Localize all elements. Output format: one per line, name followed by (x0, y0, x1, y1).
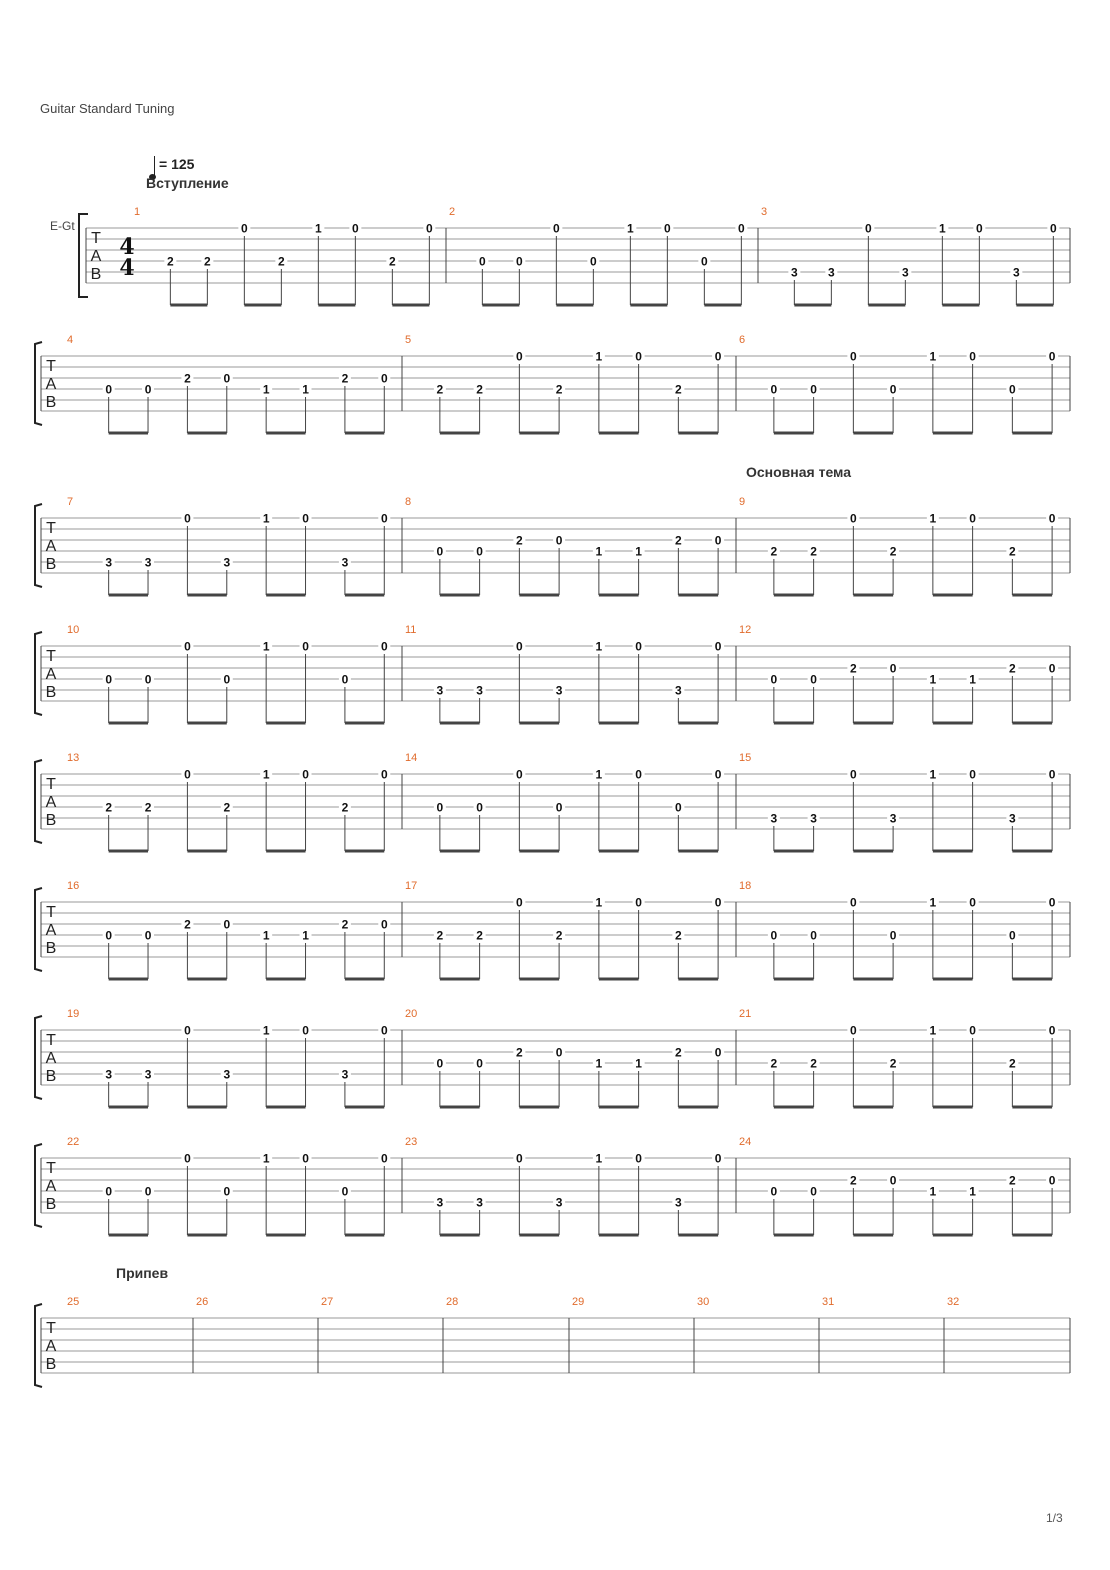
fret-number: 0 (380, 371, 388, 386)
fret-number: 0 (889, 928, 897, 943)
fret-number: 0 (302, 1151, 309, 1166)
measure-number: 13 (67, 752, 80, 764)
fret-number: 3 (223, 1067, 231, 1082)
fret-number: 0 (969, 767, 976, 782)
fret-number: 0 (1048, 349, 1056, 364)
fret-number: 0 (223, 371, 231, 386)
measure-number: 2 (449, 206, 456, 218)
fret-number: 0 (184, 511, 191, 526)
measure-number: 25 (67, 1296, 80, 1308)
fret-number: 0 (302, 767, 309, 782)
fret-number: 0 (635, 767, 642, 782)
fret-number: 0 (714, 895, 722, 910)
fret-number: 1 (595, 349, 603, 364)
fret-number: 2 (278, 254, 285, 269)
fret-number: 0 (436, 1056, 444, 1071)
fret-number: 1 (262, 382, 270, 397)
fret-number: 0 (426, 221, 433, 236)
tab-clef-t: T (91, 230, 101, 247)
fret-number: 2 (1009, 1056, 1016, 1071)
measure-number: 12 (739, 624, 752, 636)
fret-number: 1 (262, 1151, 270, 1166)
fret-number: 0 (675, 800, 682, 815)
fret-number: 0 (380, 639, 388, 654)
fret-number: 0 (976, 221, 983, 236)
fret-number: 2 (555, 928, 563, 943)
measure-number: 24 (739, 1136, 752, 1148)
fret-number: 3 (341, 1067, 349, 1082)
fret-number: 0 (341, 1184, 349, 1199)
fret-number: 3 (889, 811, 897, 826)
tab-clef-b: B (45, 1068, 57, 1085)
measure-number: 30 (697, 1296, 710, 1308)
measure-number: 5 (405, 334, 412, 346)
fret-number: 1 (262, 639, 270, 654)
tab-clef-t: T (46, 520, 56, 537)
fret-number: 2 (810, 544, 817, 559)
fret-number: 0 (810, 382, 817, 397)
tab-clef-t: T (46, 1320, 56, 1337)
fret-number: 1 (595, 544, 603, 559)
fret-number: 1 (627, 221, 634, 236)
fret-number: 0 (714, 1151, 722, 1166)
tab-clef-t: T (46, 358, 56, 375)
fret-number: 0 (714, 349, 722, 364)
fret-number: 0 (770, 928, 778, 943)
measure-number: 23 (405, 1136, 418, 1148)
fret-number: 0 (380, 1151, 388, 1166)
fret-number: 3 (436, 683, 444, 698)
fret-number: 0 (1009, 928, 1016, 943)
measure-number: 26 (196, 1296, 209, 1308)
fret-number: 0 (516, 254, 523, 269)
fret-number: 0 (850, 349, 857, 364)
tab-clef-a: A (45, 922, 57, 939)
tab-clef-a: A (45, 794, 57, 811)
fret-number: 0 (738, 221, 745, 236)
fret-number: 0 (144, 382, 152, 397)
fret-number: 0 (969, 511, 976, 526)
fret-number: 0 (1048, 1023, 1056, 1038)
fret-number: 0 (352, 221, 359, 236)
fret-number: 2 (1009, 544, 1016, 559)
fret-number: 0 (714, 533, 722, 548)
measure-number: 16 (67, 880, 80, 892)
tab-clef-a: A (45, 376, 57, 393)
fret-number: 0 (436, 544, 444, 559)
fret-number: 3 (555, 683, 563, 698)
fret-number: 2 (167, 254, 174, 269)
fret-number: 0 (380, 1023, 388, 1038)
fret-number: 3 (1013, 265, 1020, 280)
fret-number: 0 (714, 767, 722, 782)
tab-clef-t: T (46, 1160, 56, 1177)
fret-number: 2 (555, 382, 563, 397)
fret-number: 3 (105, 555, 112, 570)
fret-number: 3 (223, 555, 231, 570)
fret-number: 3 (476, 1195, 483, 1210)
fret-number: 0 (516, 767, 523, 782)
fret-number: 0 (969, 349, 976, 364)
tab-clef-b: B (45, 812, 57, 829)
fret-number: 0 (380, 767, 388, 782)
fret-number: 0 (105, 672, 112, 687)
fret-number: 0 (701, 254, 708, 269)
fret-number: 2 (184, 917, 191, 932)
fret-number: 1 (939, 221, 946, 236)
measure-number: 14 (405, 752, 418, 764)
tab-clef-t: T (46, 1032, 56, 1049)
fret-number: 1 (929, 672, 937, 687)
fret-number: 3 (144, 555, 152, 570)
fret-number: 2 (889, 1056, 897, 1071)
measure-number: 27 (321, 1296, 334, 1308)
measure-number: 3 (761, 206, 768, 218)
fret-number: 2 (675, 382, 682, 397)
measure-number: 28 (446, 1296, 459, 1308)
fret-number: 0 (1050, 221, 1057, 236)
measure-number: 22 (67, 1136, 80, 1148)
fret-number: 0 (555, 800, 563, 815)
fret-number: 0 (850, 511, 857, 526)
tab-clef-b: B (45, 556, 57, 573)
fret-number: 2 (810, 1056, 817, 1071)
fret-number: 0 (1048, 767, 1056, 782)
fret-number: 2 (1009, 661, 1016, 676)
fret-number: 0 (889, 661, 897, 676)
fret-number: 2 (436, 928, 444, 943)
fret-number: 0 (479, 254, 486, 269)
fret-number: 0 (184, 1151, 191, 1166)
tab-clef-a: A (90, 248, 102, 265)
track-name: E-Gt (50, 219, 75, 233)
fret-number: 0 (555, 533, 563, 548)
fret-number: 0 (436, 800, 444, 815)
fret-number: 3 (144, 1067, 152, 1082)
tab-clef-a: A (45, 1050, 57, 1067)
fret-number: 2 (341, 800, 349, 815)
fret-number: 0 (105, 1184, 112, 1199)
tab-clef-b: B (45, 1196, 57, 1213)
fret-number: 1 (929, 1023, 937, 1038)
fret-number: 0 (555, 1045, 563, 1060)
fret-number: 0 (889, 382, 897, 397)
fret-number: 2 (436, 382, 444, 397)
fret-number: 2 (850, 661, 857, 676)
fret-number: 0 (223, 917, 231, 932)
fret-number: 1 (315, 221, 322, 236)
fret-number: 3 (770, 811, 778, 826)
fret-number: 3 (810, 811, 817, 826)
fret-number: 0 (241, 221, 248, 236)
fret-number: 0 (105, 928, 112, 943)
fret-number: 0 (850, 767, 857, 782)
fret-number: 3 (105, 1067, 112, 1082)
fret-number: 3 (902, 265, 909, 280)
tab-clef-b: B (90, 266, 102, 283)
fret-number: 1 (929, 1184, 937, 1199)
tab-clef-b: B (45, 940, 57, 957)
measure-number: 31 (822, 1296, 835, 1308)
section-label-intro: Вступление (146, 175, 229, 191)
fret-number: 0 (850, 895, 857, 910)
fret-number: 3 (675, 683, 682, 698)
fret-number: 2 (341, 917, 349, 932)
fret-number: 1 (929, 349, 937, 364)
time-signature-bottom: 4 (119, 255, 135, 281)
fret-number: 0 (1009, 382, 1016, 397)
measure-number: 6 (739, 334, 746, 346)
fret-number: 0 (635, 349, 642, 364)
fret-number: 2 (389, 254, 396, 269)
fret-number: 1 (929, 895, 937, 910)
fret-number: 0 (1048, 895, 1056, 910)
fret-number: 2 (850, 1173, 857, 1188)
fret-number: 1 (302, 382, 309, 397)
fret-number: 0 (144, 928, 152, 943)
measure-number: 21 (739, 1008, 752, 1020)
fret-number: 2 (675, 1045, 682, 1060)
fret-number: 0 (664, 221, 671, 236)
fret-number: 0 (380, 917, 388, 932)
track-group-bracket (79, 214, 88, 297)
fret-number: 3 (476, 683, 483, 698)
fret-number: 2 (204, 254, 211, 269)
measure-number: 17 (405, 880, 418, 892)
fret-number: 0 (770, 672, 778, 687)
fret-number: 1 (595, 895, 603, 910)
fret-number: 0 (889, 1173, 897, 1188)
fret-number: 0 (1048, 511, 1056, 526)
measure-number: 4 (67, 334, 74, 346)
fret-number: 1 (595, 1151, 603, 1166)
tab-clef-t: T (46, 648, 56, 665)
fret-number: 2 (675, 533, 682, 548)
page-number: 1/3 (1046, 1511, 1063, 1525)
fret-number: 0 (1048, 1173, 1056, 1188)
fret-number: 0 (770, 1184, 778, 1199)
measure-number: 9 (739, 496, 746, 508)
fret-number: 1 (595, 639, 603, 654)
fret-number: 0 (105, 382, 112, 397)
fret-number: 3 (828, 265, 835, 280)
fret-number: 0 (810, 928, 817, 943)
fret-number: 2 (476, 382, 483, 397)
measure-number: 20 (405, 1008, 418, 1020)
fret-number: 0 (476, 544, 483, 559)
fret-number: 2 (1009, 1173, 1016, 1188)
fret-number: 0 (476, 1056, 483, 1071)
fret-number: 2 (105, 800, 112, 815)
section-label-chorus: Припев (116, 1265, 169, 1281)
fret-number: 0 (635, 639, 642, 654)
fret-number: 2 (675, 928, 682, 943)
fret-number: 1 (262, 511, 270, 526)
fret-number: 1 (302, 928, 309, 943)
fret-number: 0 (635, 1151, 642, 1166)
fret-number: 0 (553, 221, 560, 236)
measure-number: 8 (405, 496, 412, 508)
fret-number: 0 (969, 895, 976, 910)
tab-clef-a: A (45, 1178, 57, 1195)
fret-number: 0 (144, 672, 152, 687)
fret-number: 0 (1048, 661, 1056, 676)
fret-number: 0 (516, 895, 523, 910)
tab-clef-a: A (45, 666, 57, 683)
measure-number: 10 (67, 624, 80, 636)
fret-number: 1 (595, 1056, 603, 1071)
tuning-label: Guitar Standard Tuning (40, 101, 175, 116)
tab-clef-b: B (45, 394, 57, 411)
tab-clef-a: A (45, 1338, 57, 1355)
fret-number: 0 (516, 349, 523, 364)
section-label-main-theme: Основная тема (746, 464, 852, 480)
fret-number: 0 (635, 895, 642, 910)
fret-number: 0 (810, 672, 817, 687)
fret-number: 0 (302, 639, 309, 654)
fret-number: 0 (714, 639, 722, 654)
fret-number: 0 (302, 1023, 309, 1038)
fret-number: 0 (516, 1151, 523, 1166)
measure-number: 11 (405, 624, 417, 636)
fret-number: 3 (1009, 811, 1016, 826)
fret-number: 0 (223, 672, 231, 687)
measure-number: 32 (947, 1296, 960, 1308)
fret-number: 0 (184, 639, 191, 654)
fret-number: 2 (770, 1056, 778, 1071)
tab-clef-t: T (46, 776, 56, 793)
fret-number: 0 (223, 1184, 231, 1199)
fret-number: 1 (262, 767, 270, 782)
fret-number: 1 (635, 544, 642, 559)
fret-number: 0 (770, 382, 778, 397)
fret-number: 0 (302, 511, 309, 526)
fret-number: 2 (889, 544, 897, 559)
fret-number: 1 (969, 672, 976, 687)
fret-number: 3 (436, 1195, 444, 1210)
fret-number: 2 (516, 533, 523, 548)
fret-number: 2 (516, 1045, 523, 1060)
fret-number: 2 (770, 544, 778, 559)
tab-clef-t: T (46, 904, 56, 921)
measure-number: 19 (67, 1008, 80, 1020)
fret-number: 1 (262, 1023, 270, 1038)
fret-number: 2 (341, 371, 349, 386)
fret-number: 0 (850, 1023, 857, 1038)
measure-number: 29 (572, 1296, 585, 1308)
measure-number: 18 (739, 880, 752, 892)
fret-number: 3 (341, 555, 349, 570)
fret-number: 3 (791, 265, 798, 280)
tab-clef-a: A (45, 538, 57, 555)
fret-number: 1 (595, 767, 603, 782)
fret-number: 0 (184, 1023, 191, 1038)
fret-number: 3 (555, 1195, 563, 1210)
fret-number: 0 (144, 1184, 152, 1199)
fret-number: 0 (476, 800, 483, 815)
tab-clef-b: B (45, 684, 57, 701)
fret-number: 2 (184, 371, 191, 386)
fret-number: 0 (590, 254, 597, 269)
fret-number: 0 (184, 767, 191, 782)
fret-number: 1 (262, 928, 270, 943)
fret-number: 0 (380, 511, 388, 526)
time-signature-top: 4 (119, 234, 135, 260)
fret-number: 0 (714, 1045, 722, 1060)
tab-clef-b: B (45, 1356, 57, 1373)
fret-number: 1 (969, 1184, 976, 1199)
measure-number: 15 (739, 752, 752, 764)
fret-number: 0 (969, 1023, 976, 1038)
fret-number: 1 (929, 767, 937, 782)
measure-number: 7 (67, 496, 74, 508)
fret-number: 2 (476, 928, 483, 943)
fret-number: 0 (810, 1184, 817, 1199)
fret-number: 0 (516, 639, 523, 654)
fret-number: 2 (144, 800, 152, 815)
fret-number: 3 (675, 1195, 682, 1210)
measure-number: 1 (134, 206, 141, 218)
fret-number: 1 (929, 511, 937, 526)
fret-number: 0 (341, 672, 349, 687)
fret-number: 2 (223, 800, 231, 815)
fret-number: 0 (865, 221, 872, 236)
fret-number: 1 (635, 1056, 642, 1071)
tempo-value: = 125 (159, 156, 195, 172)
